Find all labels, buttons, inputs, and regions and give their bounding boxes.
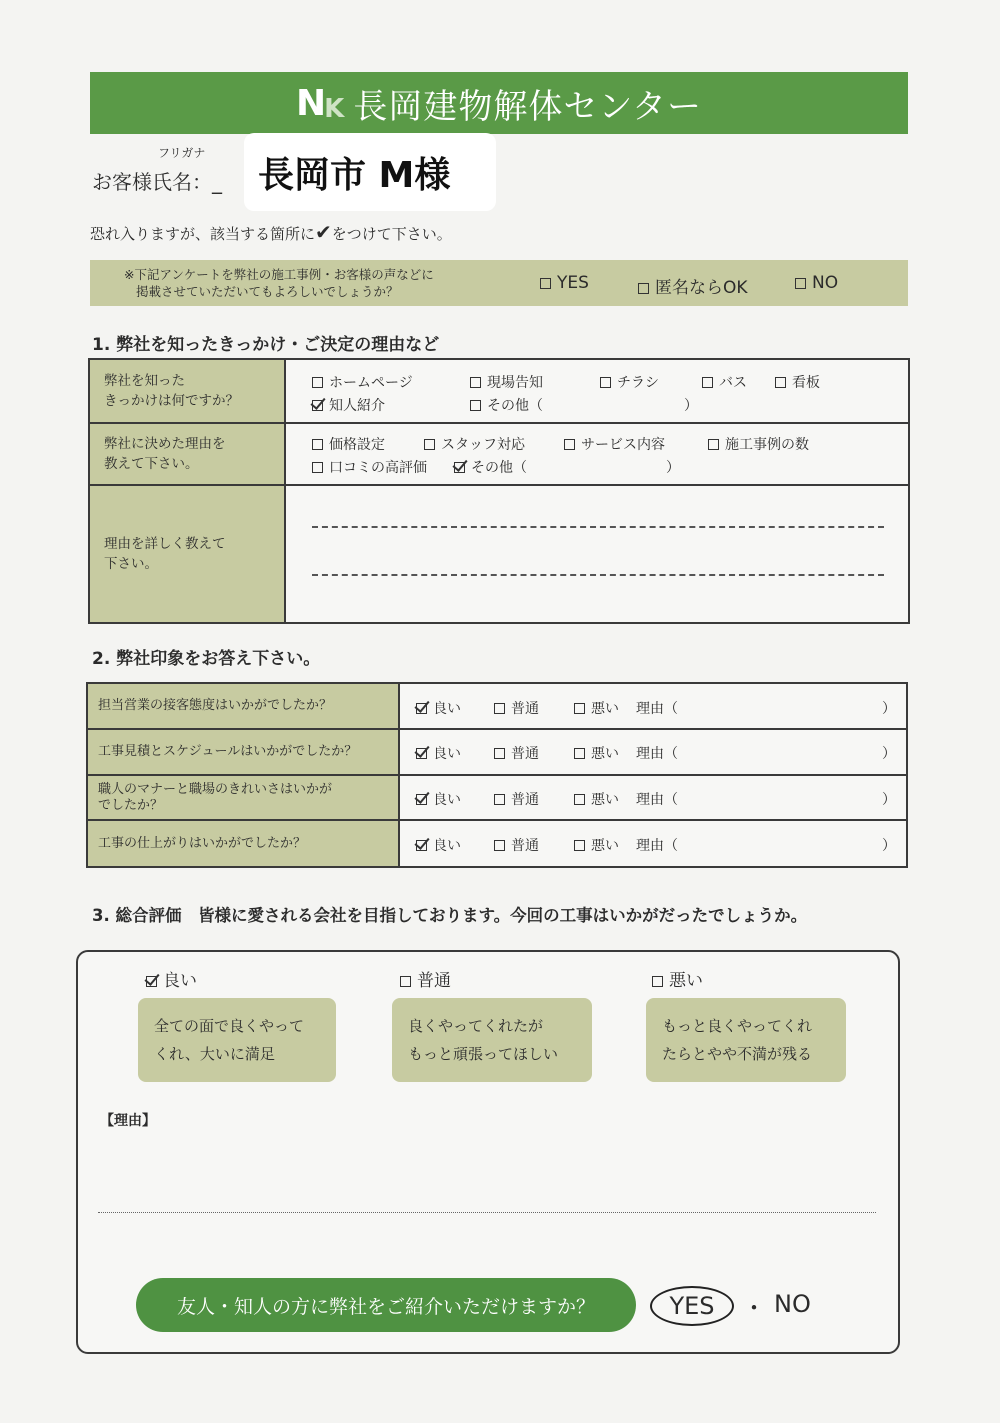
consent-band <box>90 260 908 306</box>
reason-label: 理由（ <box>636 746 678 762</box>
q2-label: 弊社に決めた理由を 教えて下さい。 <box>90 424 284 484</box>
reason-close: ） <box>882 701 896 717</box>
answer-line[interactable] <box>312 574 884 576</box>
checkbox-icon[interactable] <box>702 377 713 388</box>
checkbox-icon[interactable] <box>574 840 585 851</box>
q1-label: 弊社を知った きっかけは何ですか？ <box>90 360 284 422</box>
section2-table <box>86 682 908 868</box>
option-flyer[interactable]: チラシ <box>600 372 659 392</box>
option-other-reason-close: ） <box>666 460 680 476</box>
checkbox-icon[interactable] <box>574 703 585 714</box>
checkbox-icon[interactable] <box>494 703 505 714</box>
consent-yes-option[interactable]: YES <box>540 273 589 293</box>
checked-checkbox-icon[interactable] <box>416 748 427 759</box>
header-banner <box>90 72 908 134</box>
checked-checkbox-icon[interactable] <box>146 976 157 987</box>
impression-question: 職人のマナーと職場のきれいさはいかが でしたか？ <box>98 781 333 813</box>
reason-close: ） <box>882 746 896 762</box>
impression-question: 工事見積とスケジュールはいかがでしたか？ <box>98 744 358 759</box>
overall-rating-box <box>76 950 900 1354</box>
option-other-close: ） <box>684 398 698 414</box>
option-referral[interactable]: 知人紹介 <box>312 395 385 415</box>
option-homepage[interactable]: ホームページ <box>312 372 413 392</box>
rating-good[interactable]: 良い <box>416 743 461 763</box>
option-signboard[interactable]: 看板 <box>775 372 820 392</box>
option-service[interactable]: サービス内容 <box>564 434 665 454</box>
checkbox-icon[interactable] <box>494 794 505 805</box>
checkbox-icon[interactable] <box>574 748 585 759</box>
normal-description: 良くやってくれたが もっと頑張ってほしい <box>392 998 592 1082</box>
furigana-label: フリガナ <box>158 146 206 160</box>
section1-table <box>88 358 910 624</box>
option-other-reason[interactable]: その他（ <box>454 457 527 477</box>
checkbox-icon[interactable] <box>540 278 551 289</box>
rating-normal[interactable]: 普通 <box>494 698 539 718</box>
referral-question: 友人・知人の方に弊社をご紹介いただけますか？ <box>136 1278 636 1332</box>
checkbox-icon[interactable] <box>494 840 505 851</box>
referral-no[interactable]: NO <box>774 1290 811 1318</box>
reason-line[interactable] <box>98 1212 876 1213</box>
checked-checkbox-icon[interactable] <box>312 400 323 411</box>
answer-line[interactable] <box>312 526 884 528</box>
divider <box>90 484 908 486</box>
impression-question: 担当営業の接客態度はいかがでしたか？ <box>98 698 333 713</box>
option-staff[interactable]: スタッフ対応 <box>424 434 525 454</box>
checkbox-icon[interactable] <box>470 377 481 388</box>
checkbox-icon[interactable] <box>652 976 663 987</box>
checked-checkbox-icon[interactable] <box>416 703 427 714</box>
rating-bad[interactable]: 悪い <box>574 789 619 809</box>
consent-anonymous-option[interactable]: 匿名ならOK <box>638 273 748 298</box>
reason-label: 理由（ <box>636 838 678 854</box>
checkbox-icon[interactable] <box>424 439 435 450</box>
section2-title: 2. 弊社印象をお答え下さい。 <box>92 649 321 669</box>
reason-close: ） <box>882 838 896 854</box>
checkbox-icon[interactable] <box>638 283 649 294</box>
overall-good-option[interactable]: 良い <box>146 966 197 991</box>
rating-bad[interactable]: 悪い <box>574 835 619 855</box>
option-reviews[interactable]: 口コミの高評価 <box>312 457 427 477</box>
divider <box>90 422 908 424</box>
section1-title: 1. 弊社を知ったきっかけ・ご決定の理由など <box>92 335 440 355</box>
checkbox-icon[interactable] <box>494 748 505 759</box>
rating-good[interactable]: 良い <box>416 698 461 718</box>
checked-checkbox-icon[interactable] <box>454 462 465 473</box>
checkbox-icon[interactable] <box>312 439 323 450</box>
q3-label: 理由を詳しく教えて 下さい。 <box>90 486 284 622</box>
customer-name: 長岡市 M様 <box>244 133 496 211</box>
rating-bad[interactable]: 悪い <box>574 743 619 763</box>
checked-checkbox-icon[interactable] <box>416 794 427 805</box>
section3-title: 3. 総合評価 皆様に愛される会社を目指しております。今回の工事はいかがだったでしょうか。 <box>92 906 808 925</box>
checkbox-icon[interactable] <box>564 439 575 450</box>
rating-normal[interactable]: 普通 <box>494 835 539 855</box>
checkbox-icon[interactable] <box>400 976 411 987</box>
reason-label: 理由（ <box>636 701 678 717</box>
option-site-notice[interactable]: 現場告知 <box>470 372 543 392</box>
reason-heading: 【理由】 <box>100 1113 156 1129</box>
reason-close: ） <box>882 792 896 808</box>
checkbox-icon[interactable] <box>795 278 806 289</box>
rating-good[interactable]: 良い <box>416 789 461 809</box>
checkbox-icon[interactable] <box>708 439 719 450</box>
separator-dot: ・ <box>742 1294 766 1322</box>
option-case-count[interactable]: 施工事例の数 <box>708 434 809 454</box>
checkbox-icon[interactable] <box>775 377 786 388</box>
checkbox-icon[interactable] <box>312 462 323 473</box>
rating-bad[interactable]: 悪い <box>574 698 619 718</box>
customer-name-label: お客様氏名：_ <box>92 170 222 194</box>
checkbox-icon[interactable] <box>470 400 481 411</box>
consent-no-option[interactable]: NO <box>795 273 838 293</box>
consent-question: ※下記アンケートを弊社の施工事例・お客様の声などに 掲載させていただいてもよろしいでしょうか？ <box>124 267 434 299</box>
overall-bad-option[interactable]: 悪い <box>652 966 703 991</box>
checkbox-icon[interactable] <box>312 377 323 388</box>
divider <box>284 360 286 622</box>
good-description: 全ての面で良くやって くれ、大いに満足 <box>138 998 336 1082</box>
impression-question: 工事の仕上がりはいかがでしたか？ <box>98 835 307 851</box>
option-price[interactable]: 価格設定 <box>312 434 385 454</box>
instruction-text: 恐れ入りますが、該当する箇所に✔をつけて下さい。 <box>90 220 452 244</box>
rating-normal[interactable]: 普通 <box>494 743 539 763</box>
bad-description: もっと良くやってくれ たらとやや不満が残る <box>646 998 846 1082</box>
option-other[interactable]: その他（ <box>470 395 543 415</box>
overall-normal-option[interactable]: 普通 <box>400 966 451 991</box>
checkbox-icon[interactable] <box>600 377 611 388</box>
checkmark-icon: ✔ <box>315 220 332 244</box>
checked-checkbox-icon[interactable] <box>416 840 427 851</box>
option-bus[interactable]: バス <box>702 372 747 392</box>
rating-good[interactable]: 良い <box>416 835 461 855</box>
referral-yes-circled[interactable]: YES <box>650 1286 734 1326</box>
checkbox-icon[interactable] <box>574 794 585 805</box>
rating-normal[interactable]: 普通 <box>494 789 539 809</box>
reason-label: 理由（ <box>636 792 678 808</box>
company-logo: N K <box>296 82 346 124</box>
company-name: 長岡建物解体センター <box>353 86 702 127</box>
